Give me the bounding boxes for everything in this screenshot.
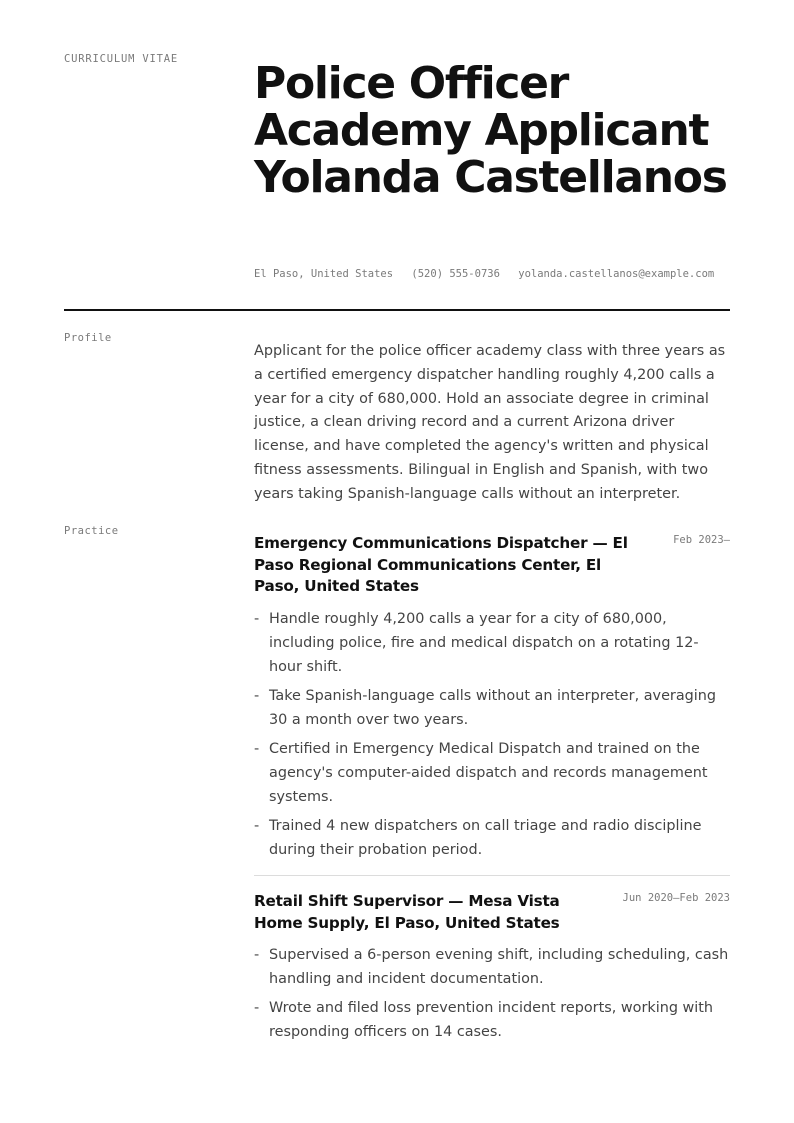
section-label-profile: Profile	[64, 332, 112, 344]
list-item: - Wrote and filed loss prevention incident reports, working with responding officers on 14 cases.	[254, 996, 730, 1044]
contact-email: yolanda.castellanos@example.com	[518, 268, 715, 280]
profile-text: Applicant for the police officer academy class with three years as a certified emergency dispatcher handling roughly 4,200 calls a year for a city of 680,000. Hold an associate degree in criminal justice, a clean driving record and a current Arizona driver license, and have completed the agency's written and physical fitness assessments. Bilingual in English and Spanish, with two years taking Spanish-language calls without an interpreter.	[254, 343, 726, 502]
job-header	[254, 533, 730, 598]
job-header	[254, 891, 730, 934]
contact-location: El Paso, United States	[254, 268, 394, 280]
list-item: - Take Spanish-language calls without an interpreter, averaging 30 a month over two years.	[254, 684, 730, 732]
cv-kicker: CURRICULUM VITAE	[64, 53, 178, 65]
job-dates: Jun 2020–Feb 2023	[622, 892, 730, 904]
section-label-practice: Practice	[64, 525, 119, 537]
header-rule	[64, 309, 730, 311]
job-title: Retail Shift Supervisor — Mesa Vista Home Supply, El Paso, United States	[254, 892, 560, 932]
job-bullets	[254, 607, 730, 862]
job-divider	[254, 875, 730, 876]
job-entry	[254, 533, 730, 867]
list-item: - Trained 4 new dispatchers on call triage and radio discipline during their probation period.	[254, 814, 730, 862]
job-title: Emergency Communications Dispatcher — El Paso Regional Communications Center, El Paso, United States	[254, 534, 628, 595]
list-item: - Certified in Emergency Medical Dispatch and trained on the agency's computer-aided dispatch and records management systems.	[254, 737, 730, 809]
job-entry	[254, 891, 730, 1049]
job-bullets	[254, 943, 730, 1044]
job-dates: Feb 2023–	[673, 534, 730, 546]
contact-phone: (520) 555-0736	[411, 268, 500, 280]
contact-line	[254, 268, 726, 280]
list-item: - Supervised a 6-person evening shift, including scheduling, cash handling and incident documentation.	[254, 943, 730, 991]
page-title: Police Officer Academy Applicant Yolanda Castellanos	[254, 58, 727, 203]
list-item: - Handle roughly 4,200 calls a year for a city of 680,000, including police, fire and medical dispatch on a rotating 12-hour shift.	[254, 607, 730, 679]
